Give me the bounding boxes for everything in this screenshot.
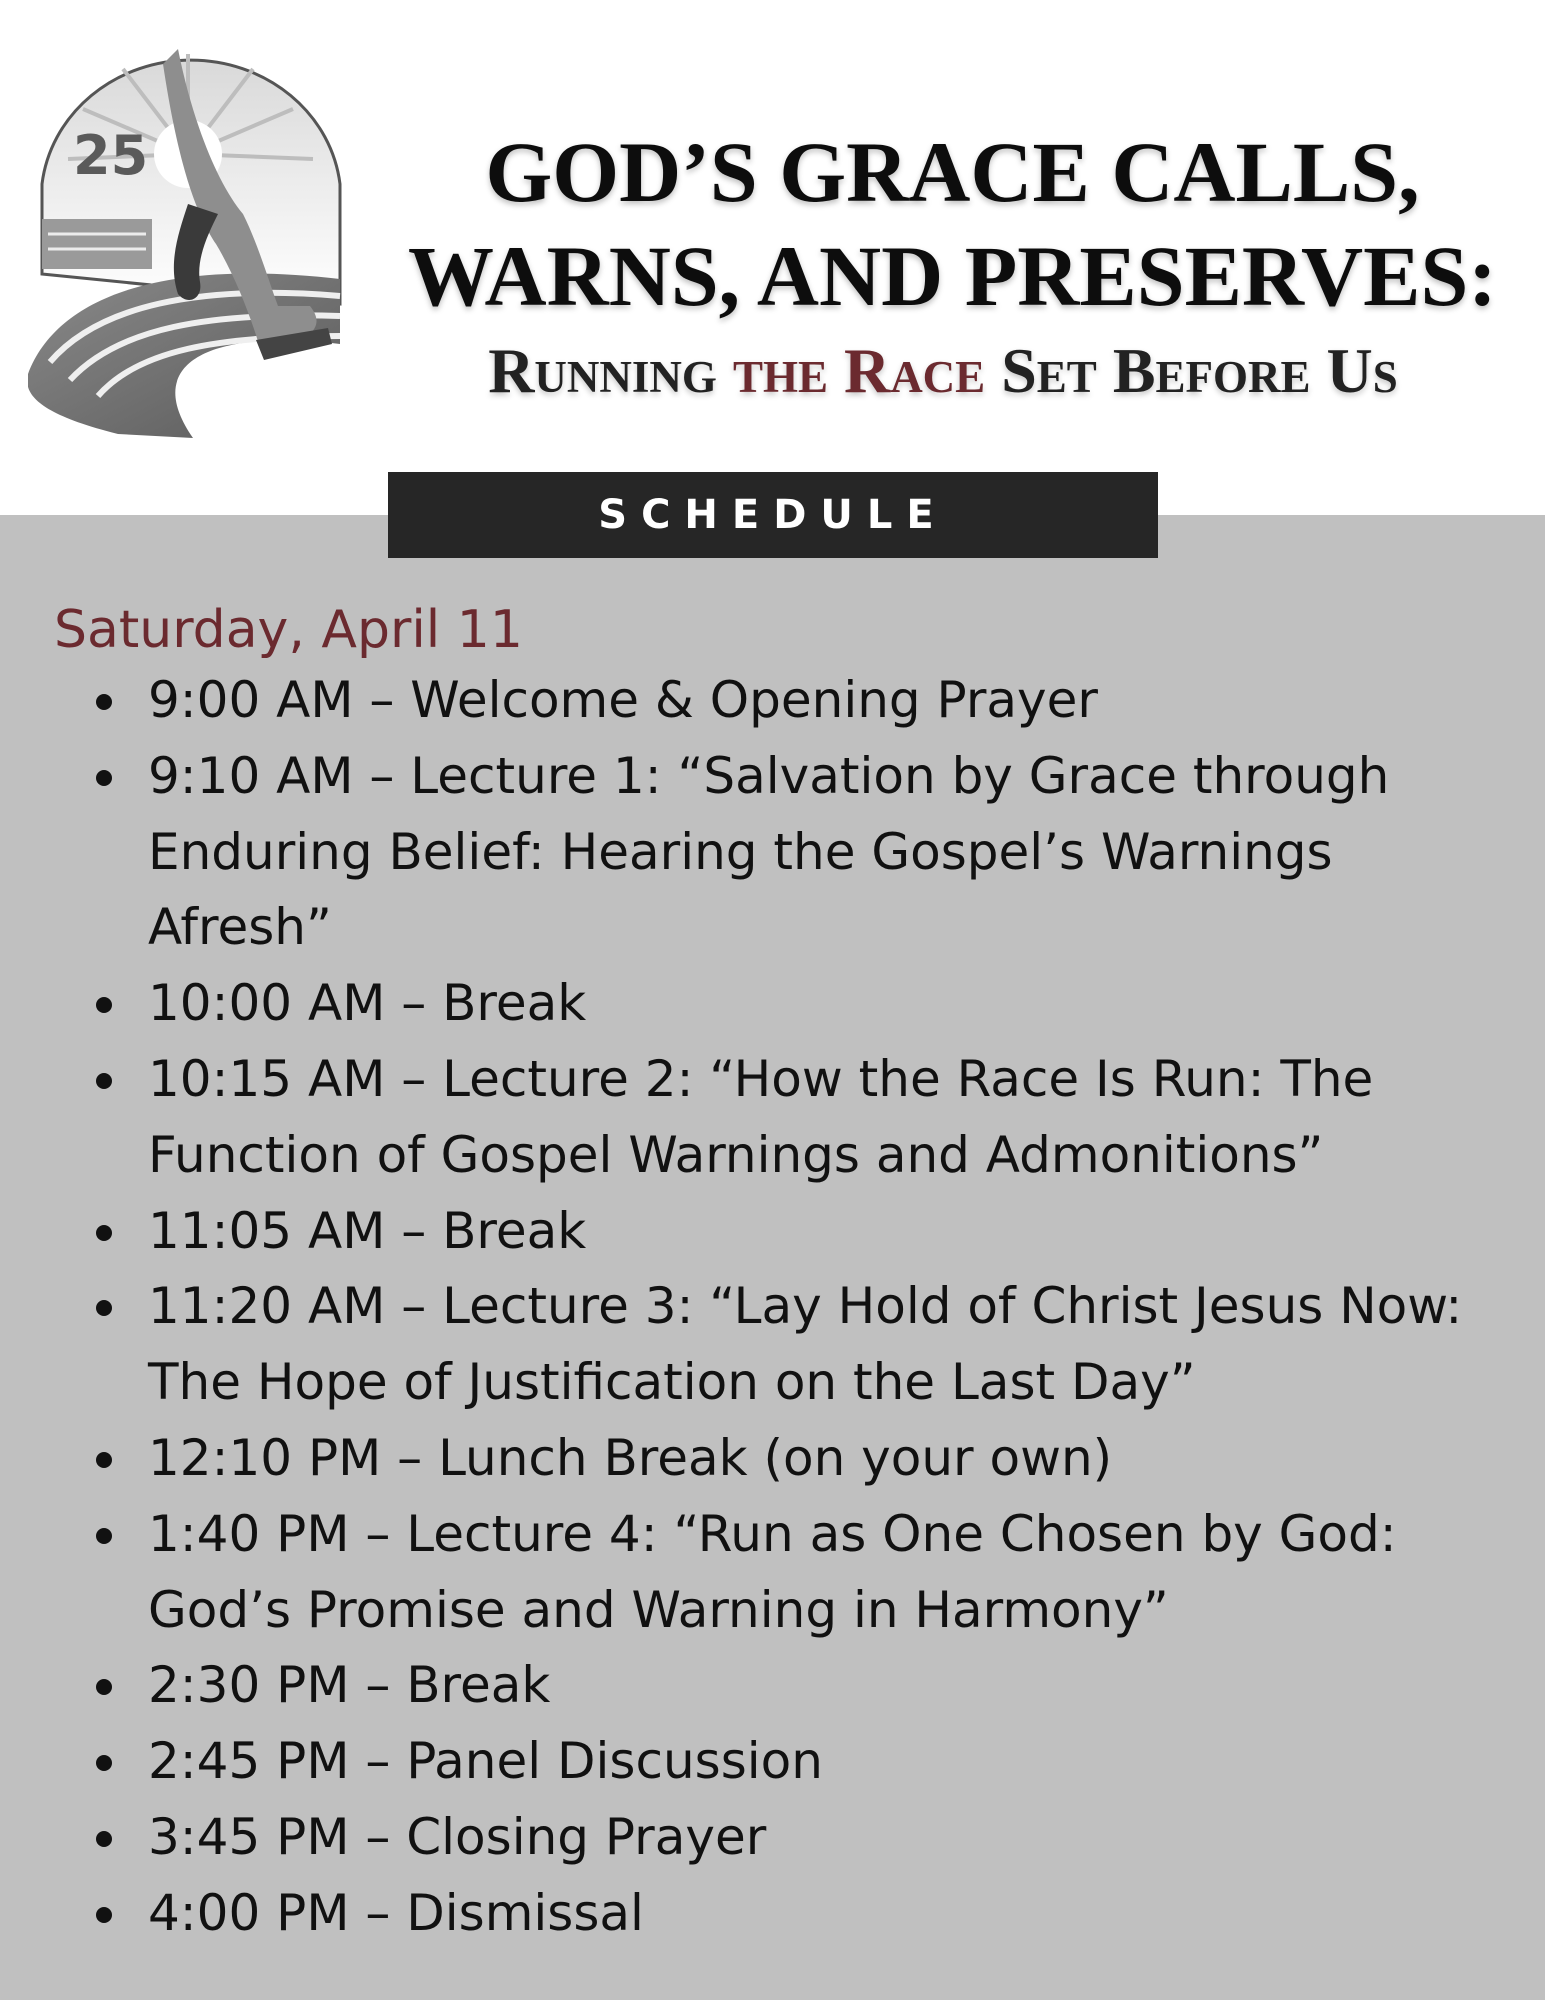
bullet-icon [96, 1907, 112, 1923]
schedule-heading: SCHEDULE [388, 472, 1158, 558]
subtitle-part-2: Set Before Us [985, 335, 1398, 406]
bullet-icon [96, 1528, 112, 1544]
schedule-item-text: 4:00 PM – Dismissal [148, 1883, 644, 1942]
schedule-item-text: 9:00 AM – Welcome & Opening Prayer [148, 671, 1098, 729]
schedule-item-text: 10:00 AM – Break [148, 974, 587, 1033]
schedule-item [88, 663, 1488, 739]
schedule-item [88, 739, 1488, 966]
schedule-item [88, 966, 1488, 1042]
bullet-icon [96, 1073, 112, 1089]
svg-text:25: 25 [73, 124, 149, 187]
schedule-item-text: 2:30 PM – Break [148, 1656, 551, 1715]
bullet-icon [96, 1755, 112, 1771]
schedule-item-text: 12:10 PM – Lunch Break (on your own) [148, 1428, 1113, 1487]
schedule-item-text: 11:20 AM – Lecture 3: “Lay Hold of Christ Jesus Now: The Hope of Justification on the Last Day” [148, 1277, 1463, 1412]
subtitle-part-1: Running [488, 335, 733, 406]
schedule-item-text: 1:40 PM – Lecture 4: “Run as One Chosen by God: God’s Promise and Warning in Harmony” [148, 1504, 1397, 1639]
schedule-item [88, 1269, 1488, 1421]
schedule-item-text: 11:05 AM – Break [148, 1201, 587, 1260]
schedule-item [88, 1421, 1488, 1497]
schedule-list [88, 663, 1488, 1952]
schedule-item [88, 1876, 1488, 1952]
schedule-item-text: 2:45 PM – Panel Discussion [148, 1732, 823, 1791]
schedule-item [88, 1194, 1488, 1270]
bullet-icon [96, 1300, 112, 1316]
event-title-line-2: WARNS, AND PRESERVES: [408, 228, 1497, 324]
bullet-icon [96, 1452, 112, 1468]
schedule-item-text: 3:45 PM – Closing Prayer [148, 1807, 767, 1866]
schedule-item [88, 1724, 1488, 1800]
bullet-icon [96, 1225, 112, 1241]
subtitle-accent: the Race [732, 335, 986, 406]
schedule-item [88, 1497, 1488, 1649]
bullet-icon [96, 1831, 112, 1847]
schedule-item-text: 9:10 AM – Lecture 1: “Salvation by Grace through Enduring Belief: Hearing the Gospel’s Warnings Afresh” [148, 746, 1390, 957]
schedule-item-text: 10:15 AM – Lecture 2: “How the Race Is Run: The Function of Gospel Warnings and Admonitions” [148, 1049, 1374, 1184]
schedule-item [88, 1648, 1488, 1724]
runner-logo-icon [28, 44, 390, 438]
bullet-icon [96, 694, 112, 710]
bullet-icon [96, 997, 112, 1013]
event-title-line-1: GOD’S GRACE CALLS, [485, 124, 1420, 220]
schedule-item [88, 1042, 1488, 1194]
schedule-item [88, 1800, 1488, 1876]
bullet-icon [96, 770, 112, 786]
bullet-icon [96, 1679, 112, 1695]
event-subtitle [392, 334, 1494, 408]
schedule-day: Saturday, April 11 [54, 600, 523, 660]
